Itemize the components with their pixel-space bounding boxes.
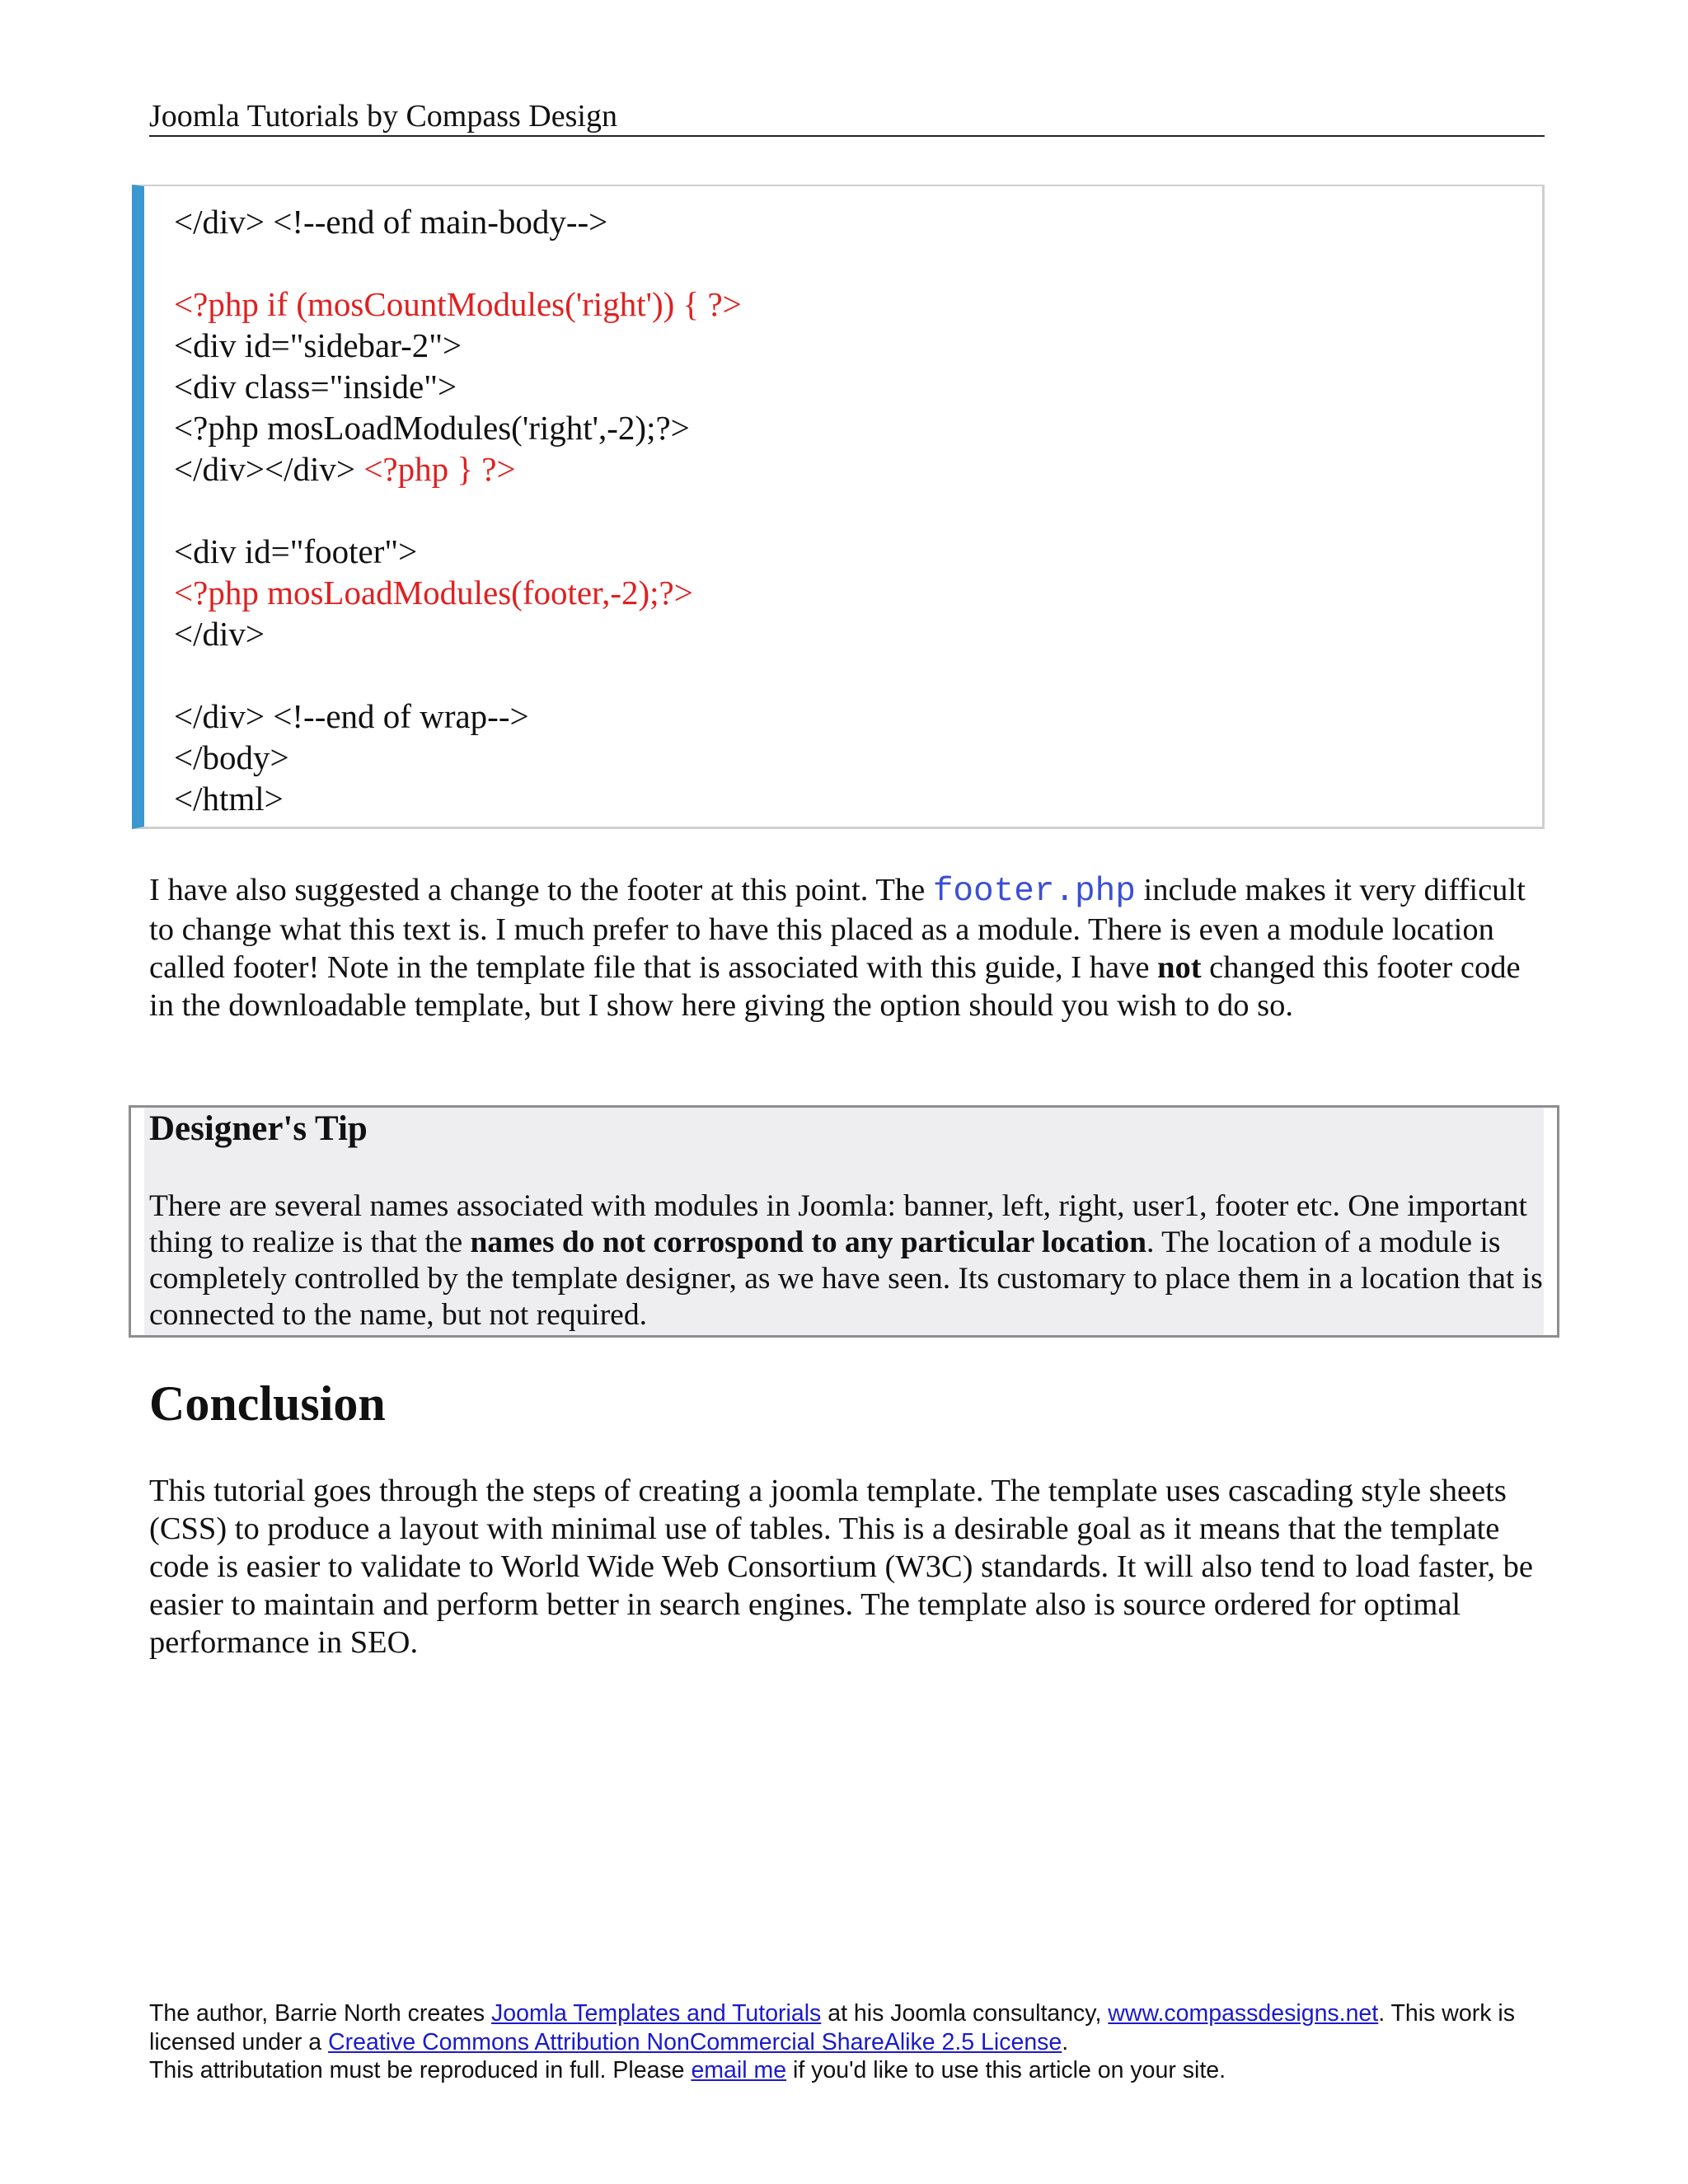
code-text: <?php mosLoadModules('right',-2);?>: [174, 409, 690, 447]
php-code-text: <?php } ?>: [363, 450, 516, 488]
footer-text-5: This attributation must be reproduced in full. Please: [149, 2057, 692, 2083]
footer-text-2: at his Joomla consultancy,: [821, 2000, 1109, 2027]
body-paragraph: [149, 871, 1550, 1024]
conclusion-heading: Conclusion: [149, 1376, 386, 1431]
code-text: </div></div>: [174, 450, 364, 488]
code-line: [174, 284, 1542, 325]
code-text: <div class="inside">: [174, 368, 457, 405]
code-line: [174, 654, 1542, 696]
para-text-2: include makes it very difficult to change what this text is. I much prefer to have this placed as a module. There is even a module location called footer! Note in the template file that is associated with this guide, I have: [149, 873, 1526, 985]
email-me-link[interactable]: email me: [691, 2057, 787, 2083]
code-line: [174, 490, 1542, 531]
code-line: [174, 613, 1542, 654]
code-line: [174, 737, 1542, 778]
compassdesigns-link[interactable]: www.compassdesigns.net: [1108, 2000, 1379, 2027]
code-line: [174, 448, 1542, 490]
para-bold-text: not: [1157, 950, 1202, 985]
tip-bold-text: names do not corrospond to any particular location: [470, 1226, 1147, 1259]
inline-code-filename: footer.php: [932, 873, 1136, 911]
code-text: </div> <!--end of main-body-->: [174, 203, 608, 241]
creative-commons-license-link[interactable]: Creative Commons Attribution NonCommercial ShareAlike 2.5 License: [328, 2028, 1062, 2055]
code-line: [174, 366, 1542, 407]
tip-text: [149, 1188, 1550, 1333]
conclusion-text: This tutorial goes through the steps of creating a joomla template. The template uses cascading style sheets (CSS) to produce a layout with minimal use of tables. This is a desirable goal as it means that the template code is easier to validate to World Wide Web Consortium (W3C) standards. It will also tend to load faster, be easier to maintain and perform better in search engines. The template also is source ordered for optimal performance in SEO.: [149, 1474, 1533, 1660]
footer-text-6: if you'd like to use this article on your site.: [786, 2057, 1226, 2083]
code-text: </html>: [174, 780, 284, 818]
code-text: </div> <!--end of wrap-->: [174, 697, 529, 735]
code-line: [174, 778, 1542, 819]
code-line: [174, 201, 1542, 242]
code-line: [174, 325, 1542, 366]
tip-title: Designer's Tip: [149, 1109, 368, 1148]
code-line: [174, 407, 1542, 448]
page-header: Joomla Tutorials by Compass Design: [149, 97, 1545, 137]
code-text: <div id="sidebar-2">: [174, 326, 462, 364]
code-line: [174, 572, 1542, 613]
footer-text-4: .: [1062, 2028, 1069, 2055]
code-text: </body>: [174, 738, 289, 776]
footer-text-3: . This work is licensed under a: [149, 2000, 1515, 2055]
para-text-3: changed this footer code in the downloadable template, but I show here giving the option should you wish to do so.: [149, 950, 1521, 1023]
footer-text-1: The author, Barrie North creates: [149, 2000, 492, 2027]
attribution-footer: [149, 1999, 1550, 2085]
code-block: [132, 185, 1545, 829]
joomla-templates-link[interactable]: Joomla Templates and Tutorials: [491, 2000, 822, 2027]
para-text-1: I have also suggested a change to the footer at this point. The: [149, 873, 933, 907]
code-line: [174, 531, 1542, 572]
code-text: <div id="footer">: [174, 532, 418, 570]
tip-text-1: There are several names associated with modules in Joomla: banner, left, right, user1, footer etc. One important thing to realize is that the: [149, 1189, 1527, 1259]
tip-text-2: . The location of a module is completely controlled by the template designer, as we have seen. Its customary to place them in a location that is connected to the name, but not required.: [149, 1226, 1543, 1332]
php-code-text: <?php if (mosCountModules('right')) { ?>: [174, 285, 742, 323]
code-line: [174, 242, 1542, 284]
code-text: </div>: [174, 615, 265, 653]
code-line: [174, 696, 1542, 737]
php-code-text: <?php mosLoadModules(footer,-2);?>: [174, 574, 693, 612]
